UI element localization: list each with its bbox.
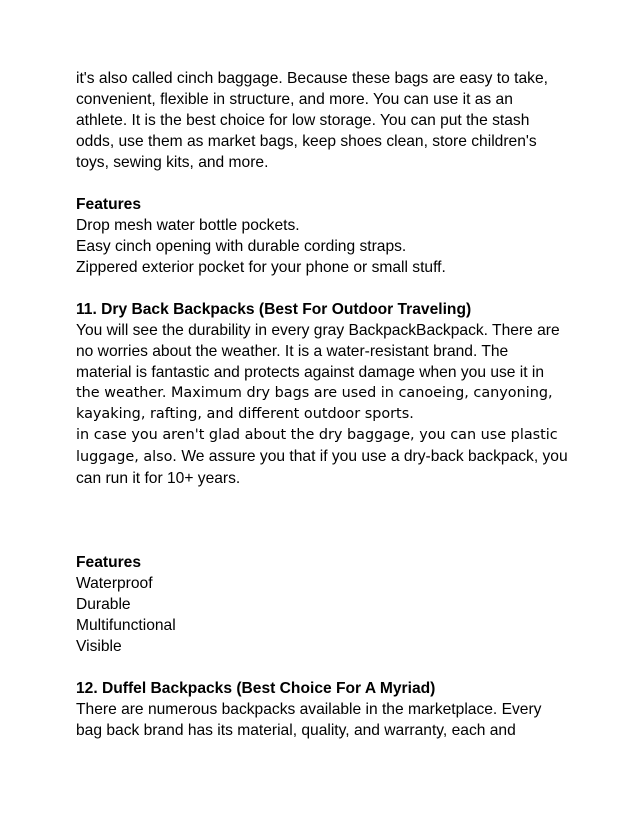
spacer: [76, 657, 576, 678]
paragraph-line: bag back brand has its material, quality, and warranty, each and: [76, 722, 516, 739]
paragraph-line: There are numerous backpacks available in the marketplace. Every: [76, 701, 542, 718]
paragraph-line: You will see the durability in every gray BackpackBackpack. There are: [76, 322, 560, 339]
feature-item: Waterproof: [76, 575, 153, 592]
features-heading: Features: [76, 196, 142, 213]
features-list-2: [76, 552, 576, 657]
paragraph-line: can run it for 10+ years.: [76, 470, 241, 487]
feature-item: Easy cinch opening with durable cording straps.: [76, 238, 407, 255]
paragraph-line: material is fantastic and protects against damage when you use it in: [76, 364, 545, 381]
feature-item: Drop mesh water bottle pockets.: [76, 217, 300, 234]
spacer: [76, 278, 576, 299]
intro-paragraph: [76, 68, 576, 173]
spacer: [76, 489, 576, 552]
intro-line: toys, sewing kits, and more.: [76, 154, 269, 171]
paragraph-line: [76, 446, 576, 468]
paragraph-line: no worries about the weather. It is a water-resistant brand. The: [76, 343, 509, 360]
section-11: [76, 299, 576, 489]
paragraph-fragment: We assure you that if you use a dry-back backpack, you: [181, 448, 568, 465]
intro-line: athlete. It is the best choice for low storage. You can put the stash: [76, 112, 530, 129]
spacer: [76, 173, 576, 194]
section-heading: 12. Duffel Backpacks (Best Choice For A Myriad): [76, 680, 436, 697]
paragraph-line: kayaking, rafting, and different outdoor sports.: [76, 406, 414, 422]
feature-item: Durable: [76, 596, 131, 613]
features-heading: Features: [76, 554, 142, 571]
feature-item: Zippered exterior pocket for your phone or small stuff.: [76, 259, 446, 276]
features-list-1: [76, 194, 576, 278]
section-heading: 11. Dry Back Backpacks (Best For Outdoor Traveling): [76, 301, 472, 318]
section-12: [76, 678, 576, 741]
paragraph-line: in case you aren't glad about the dry baggage, you can use plastic: [76, 427, 558, 443]
paragraph-fragment: luggage, also.: [76, 449, 182, 465]
intro-line: convenient, flexible in structure, and more. You can use it as an: [76, 91, 513, 108]
intro-line: odds, use them as market bags, keep shoes clean, store children's: [76, 133, 537, 150]
document-page: [76, 68, 576, 741]
intro-line: it's also called cinch baggage. Because these bags are easy to take,: [76, 70, 548, 87]
paragraph-line: the weather. Maximum dry bags are used in canoeing, canyoning,: [76, 385, 553, 401]
feature-item: Visible: [76, 638, 122, 655]
feature-item: Multifunctional: [76, 617, 176, 634]
